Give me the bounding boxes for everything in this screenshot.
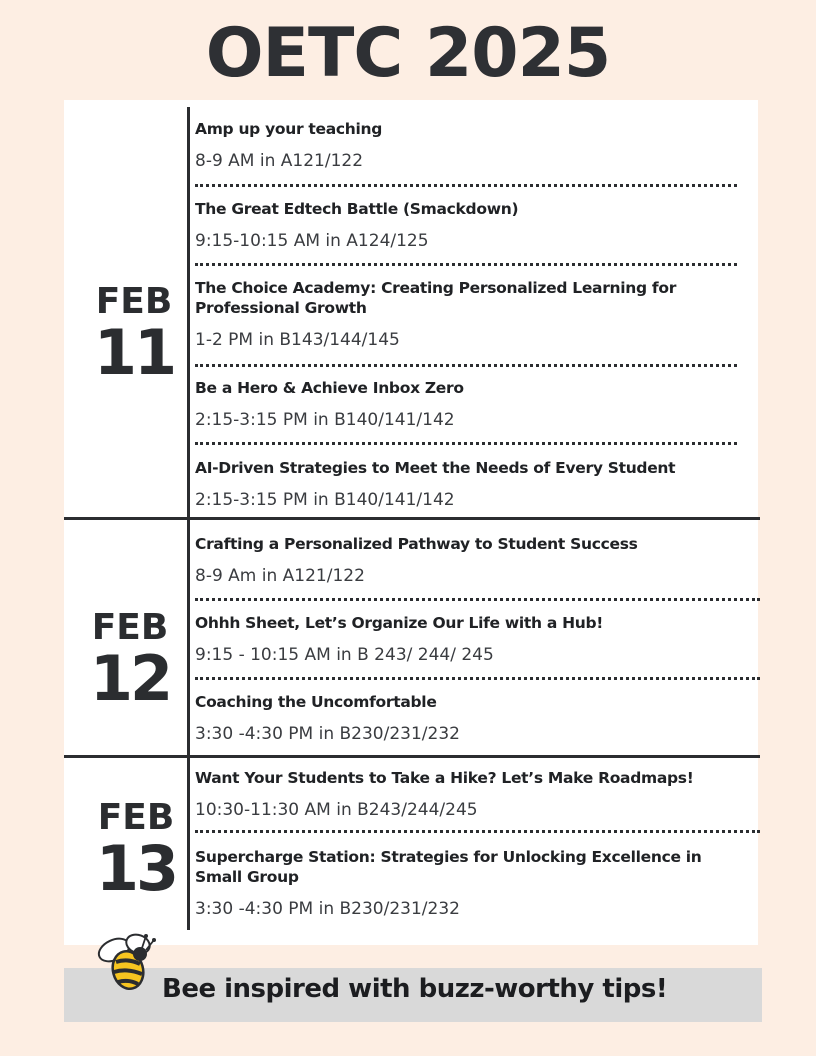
session-item	[195, 768, 740, 820]
session-time: 8-9 Am in A121/122	[195, 566, 365, 586]
session-separator	[195, 263, 737, 266]
session-time: 3:30 -4:30 PM in B230/231/232	[195, 899, 460, 919]
bee-icon	[92, 928, 162, 998]
day-divider	[64, 755, 760, 758]
session-item	[195, 613, 740, 665]
day-label-feb-12	[68, 607, 192, 715]
session-separator	[195, 442, 737, 445]
session-item	[195, 692, 740, 744]
session-title: Supercharge Station: Strategies for Unlocking Excellence in Small Group	[195, 848, 702, 886]
session-separator	[195, 184, 737, 187]
session-time: 8-9 AM in A121/122	[195, 151, 364, 171]
session-title: Ohhh Sheet, Let’s Organize Our Life with a Hub!	[195, 614, 604, 632]
session-item	[195, 847, 740, 919]
session-time: 9:15-10:15 AM in A124/125	[195, 231, 429, 251]
day-number: 12	[89, 642, 171, 715]
day-month: FEB	[97, 797, 175, 838]
session-time: 2:15-3:15 PM in B140/141/142	[195, 410, 455, 430]
session-separator	[195, 830, 760, 833]
session-item	[195, 278, 740, 350]
session-item	[195, 119, 740, 171]
session-title: The Choice Academy: Creating Personalized Learning for Professional Growth	[195, 279, 677, 317]
session-item	[195, 199, 740, 251]
session-title: Amp up your teaching	[195, 120, 383, 138]
session-title: Want Your Students to Take a Hike? Let’s Make Roadmaps!	[195, 769, 694, 787]
day-number: 13	[95, 832, 177, 905]
session-title: Be a Hero & Achieve Inbox Zero	[195, 379, 464, 397]
session-title: AI-Driven Strategies to Meet the Needs of Every Student	[195, 459, 676, 477]
session-title: The Great Edtech Battle (Smackdown)	[195, 200, 519, 218]
day-divider	[64, 517, 760, 520]
day-label-feb-11	[72, 281, 196, 389]
day-month: FEB	[91, 607, 169, 648]
session-title: Coaching the Uncomfortable	[195, 693, 437, 711]
day-month: FEB	[95, 281, 173, 322]
session-item	[195, 378, 740, 430]
session-item	[195, 458, 740, 510]
page-title: OETC 2025	[205, 14, 611, 93]
session-separator	[195, 598, 760, 601]
session-item	[195, 534, 740, 586]
session-title: Crafting a Personalized Pathway to Student Success	[195, 535, 638, 553]
session-time: 3:30 -4:30 PM in B230/231/232	[195, 724, 460, 744]
session-separator	[195, 677, 760, 680]
session-time: 1-2 PM in B143/144/145	[195, 330, 400, 350]
day-label-feb-13	[74, 797, 198, 905]
footer-tagline: Bee inspired with buzz-worthy tips!	[162, 974, 668, 1004]
session-time: 10:30-11:30 AM in B243/244/245	[195, 800, 478, 820]
day-number: 11	[93, 316, 175, 389]
session-time: 2:15-3:15 PM in B140/141/142	[195, 490, 455, 510]
session-time: 9:15 - 10:15 AM in B 243/ 244/ 245	[195, 645, 494, 665]
session-separator	[195, 364, 737, 367]
